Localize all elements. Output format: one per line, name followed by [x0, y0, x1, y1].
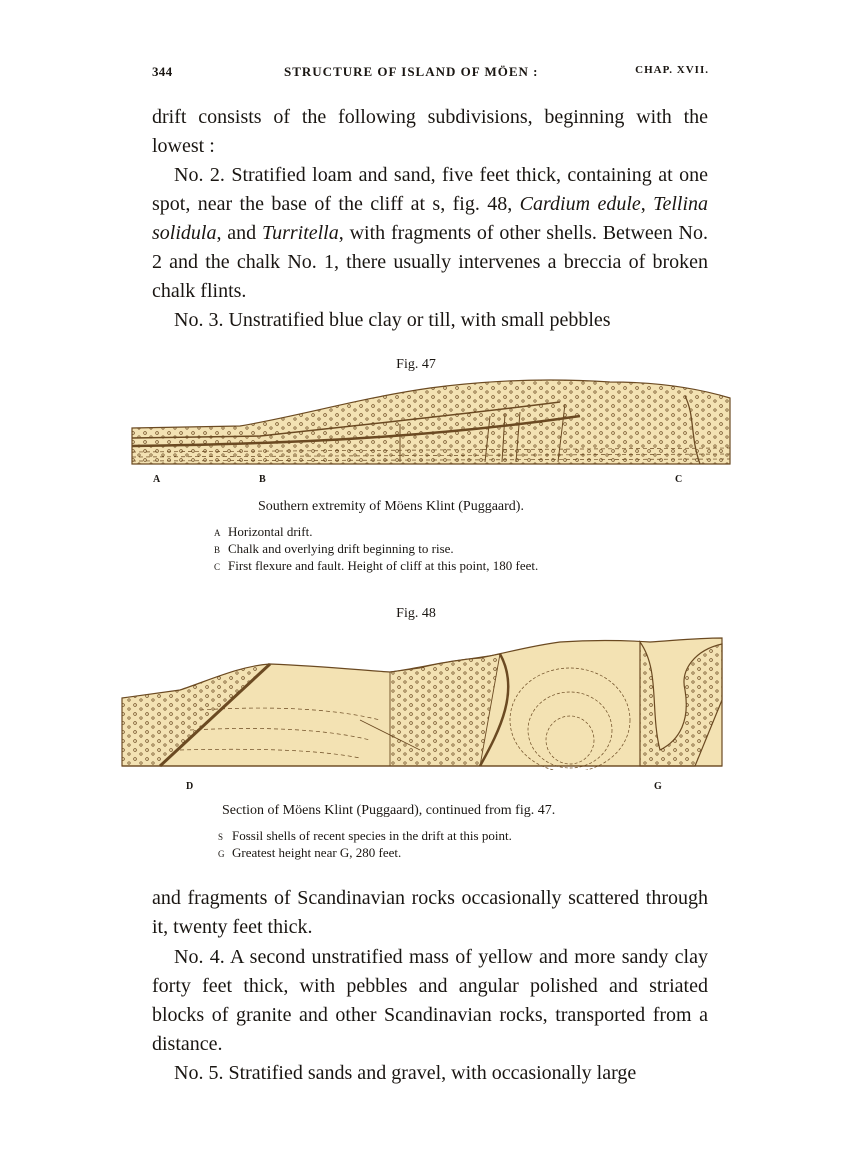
paragraph-drift-intro: drift consists of the following subdivisions, beginning with the lowest :	[152, 106, 708, 157]
paragraph-no3-continued: and fragments of Scandinavian rocks occasionally scattered through it, twenty feet thick.	[152, 887, 708, 938]
running-title: STRUCTURE OF ISLAND OF MÖEN :	[284, 64, 539, 79]
running-header	[152, 64, 709, 84]
chapter-label: CHAP. XVII.	[635, 64, 709, 76]
fig48-letter-g: G	[654, 781, 662, 792]
page-number: 344	[152, 64, 173, 79]
fig47-legend-a: A Horizontal drift.	[214, 524, 313, 539]
fig48-letter-d: D	[186, 781, 194, 792]
fig47-label: Fig. 47	[396, 357, 436, 372]
species-cardium: Cardium edule	[519, 193, 641, 215]
fig47-letter-c: C	[675, 474, 683, 485]
fig47-caption: Southern extremity of Möens Klint (Puggaard).	[258, 499, 524, 514]
fig48-legend-g: G Greatest height near G, 280 feet.	[218, 845, 402, 860]
fig48-legend	[218, 828, 512, 862]
fig47-letter-b: B	[259, 474, 266, 485]
fig47-letter-a: A	[153, 474, 161, 485]
species-tellina: Tellina solidula	[152, 193, 709, 244]
fig47-legend-b: B Chalk and overlying drift beginning to rise.	[214, 541, 454, 556]
paragraph-no5: No. 5. Stratified sands and gravel, with occasionally large	[174, 1062, 637, 1084]
fig48-label: Fig. 48	[396, 606, 436, 621]
fig47-legend-c: C First flexure and fault. Height of cliff at this point, 180 feet.	[214, 558, 539, 573]
fig48-caption: Section of Möens Klint (Puggaard), continued from fig. 47.	[222, 803, 556, 818]
fig47-cross-section	[130, 376, 732, 476]
fig48-legend-s: S Fossil shells of recent species in the drift at this point.	[218, 828, 512, 843]
paragraph-no2: No. 2. Stratified loam and sand, five feet thick, containing at one spot, near the base of the cliff at s, fig. 48, Cardium edule, Tellina solidula, and Turritella, with fragments of other shells. Between No. 2 and the chalk No. 1, there usually intervenes a breccia of broken chalk flints.	[152, 164, 709, 302]
fig47-legend	[214, 524, 538, 575]
species-turritella: Turritella	[262, 222, 339, 244]
fig48-cross-section	[120, 630, 724, 770]
paragraph-no4: No. 4. A second unstratified mass of yellow and more sandy clay forty feet thick, with pebbles and angular polished and striated blocks of granite and other Scandinavian rocks, transported from a distance.	[152, 946, 708, 1055]
paragraph-no3: No. 3. Unstratified blue clay or till, with small pebbles	[174, 309, 611, 331]
